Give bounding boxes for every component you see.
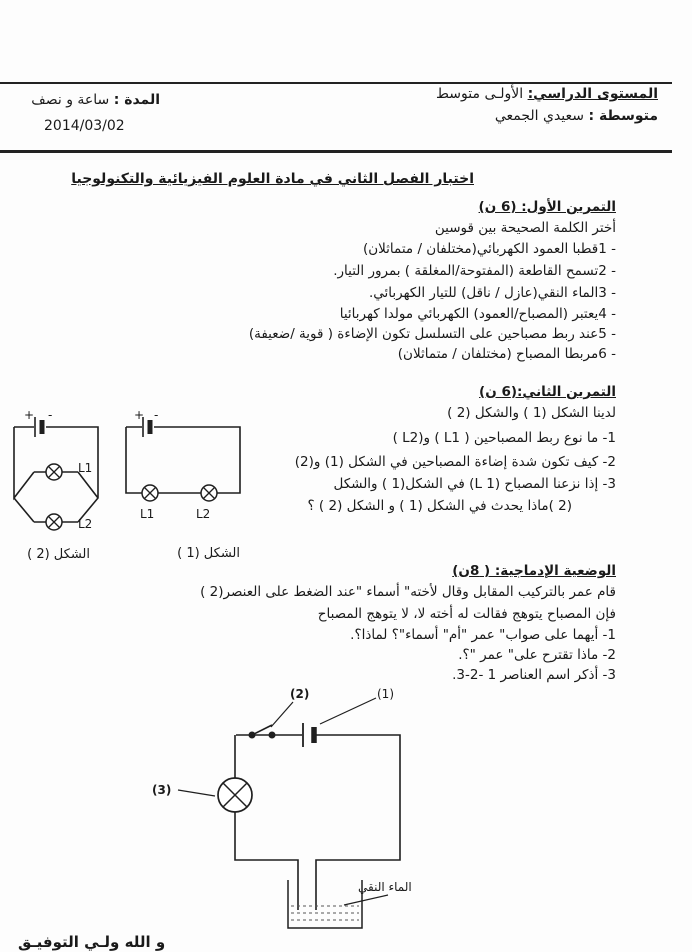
header-top-rule xyxy=(0,82,672,84)
exam-title: اختبار الفصل الثاني في مادة العلوم الفيزيائية والتكنولوجيا xyxy=(71,171,474,187)
integration-water-arrow xyxy=(344,895,388,905)
integration-label-1: (1) xyxy=(377,687,394,701)
exercise2-item-3: 3- إذا نزعنا المصباح (L 1) في الشكل(1 ) والشكل xyxy=(333,476,616,492)
integration-line-3: 1- أيهما على صواب" عمر "أم" أسماء"؟ لماذا؟. xyxy=(350,627,616,643)
level-label: المستوى الدراسي: xyxy=(527,86,658,102)
header-bottom-rule xyxy=(0,150,672,153)
integration-label-2: (2) xyxy=(290,687,310,701)
integration-label-3: (3) xyxy=(152,783,172,797)
figure2-caption: الشكل (2 ) xyxy=(27,547,90,562)
figure2-lamp-l2 xyxy=(46,514,62,530)
figure2-battery-plus: + xyxy=(24,408,35,422)
integration-line-2: فإن المصباح يتوهج فقالت له أخته لا، لا يتوهج المصباح xyxy=(317,606,616,622)
school-label: متوسطة : xyxy=(588,108,658,124)
exercise1-item-5: - 5عند ربط مصباحين على التسلسل تكون الإضاءة ( قوية /ضعيفة) xyxy=(248,326,616,342)
figure1-battery-plus: + xyxy=(134,408,145,422)
integration-line-5: 3- أذكر اسم العناصر 1 -2-3. xyxy=(452,667,616,683)
exercise1-instruction: أختر الكلمة الصحيحة بين قوسين xyxy=(434,220,616,236)
integration-lamp xyxy=(218,778,252,812)
figure2-battery-minus: - xyxy=(48,408,53,422)
duration-value: ساعة و نصف xyxy=(31,92,110,108)
exercise2-title: التمرين الثاني:(6 ن) xyxy=(479,384,616,400)
figure1-caption: الشكل (1 ) xyxy=(177,546,240,561)
figure1-label-l1: L1 xyxy=(140,507,155,521)
figure1-lamp-l2 xyxy=(201,485,217,501)
exercise1-item-3: - 3الماء النقي(عازل / ناقل) للتيار الكهربائي. xyxy=(368,285,616,301)
figure1-lamp-l1 xyxy=(142,485,158,501)
duration-label: المدة : xyxy=(113,92,160,108)
integration-arrow-1 xyxy=(320,698,376,724)
exercise2-intro: لدينا الشكل (1 ) والشكل (2 ) xyxy=(447,405,616,421)
exercise1-item-6: - 6مربطا المصباح (مختلفان / متماثلان) xyxy=(397,346,616,362)
exercise1-title: التمرين الأول: (6 ن) xyxy=(478,199,616,215)
figure2-lamp-l1 xyxy=(46,464,62,480)
figure1-series-circuit xyxy=(120,410,250,520)
figure2-parallel-circuit xyxy=(6,410,116,535)
exercise1-item-2: - 2تسمح القاطعة (المفتوحة/المغلقة ) بمرور التيار. xyxy=(333,263,616,279)
integration-circuit xyxy=(130,680,430,950)
exercise2-item-4: (2 )ماذا يحدث في الشكل (1 ) و الشكل (2 ) ؟ xyxy=(307,498,572,514)
figure1-label-l2: L2 xyxy=(196,507,211,521)
figure1-battery-minus: - xyxy=(154,408,159,422)
exercise2-item-1: 1- ما نوع ربط المصباحين ( L1 ) و(L2 ) xyxy=(392,430,616,446)
exercise1-item-4: - 4يعتبر (المصباح/العمود) الكهربائي مولدا كهربائيا xyxy=(339,306,616,322)
figure2-label-l2: L2 xyxy=(78,517,93,531)
integration-line-1: قام عمر بالتركيب المقابل وقال لأخته" أسماء "عند الضغط على العنصر(2 ) xyxy=(200,584,616,600)
school-value: سعيدي الجمعي xyxy=(494,108,585,124)
duration-line xyxy=(20,92,160,108)
exercise2-item-2: 2- كيف تكون شدة إضاءة المصباحين في الشكل (1) و(2) xyxy=(294,454,616,470)
level-value: الأولـى متوسط xyxy=(436,86,524,102)
figure2-label-l1: L1 xyxy=(78,461,93,475)
exam-date: 2014/03/02 xyxy=(44,118,125,134)
integration-arrow-3 xyxy=(178,790,215,796)
exercise1-item-1: - 1قطبا العمود الكهربائي(مختلفان / متماثلان) xyxy=(362,241,616,257)
integration-line-4: 2- ماذا تقترح على" عمر "؟. xyxy=(458,647,616,663)
school-line xyxy=(495,108,658,124)
level-line xyxy=(436,86,658,102)
integration-title: الوضعية الإدماجية: ( 8ن) xyxy=(452,563,616,579)
integration-water-label: الماء النقي xyxy=(358,880,412,894)
integration-arrow-2 xyxy=(271,702,293,727)
footer-closing: و الله ولـي التوفيـق xyxy=(18,933,166,951)
